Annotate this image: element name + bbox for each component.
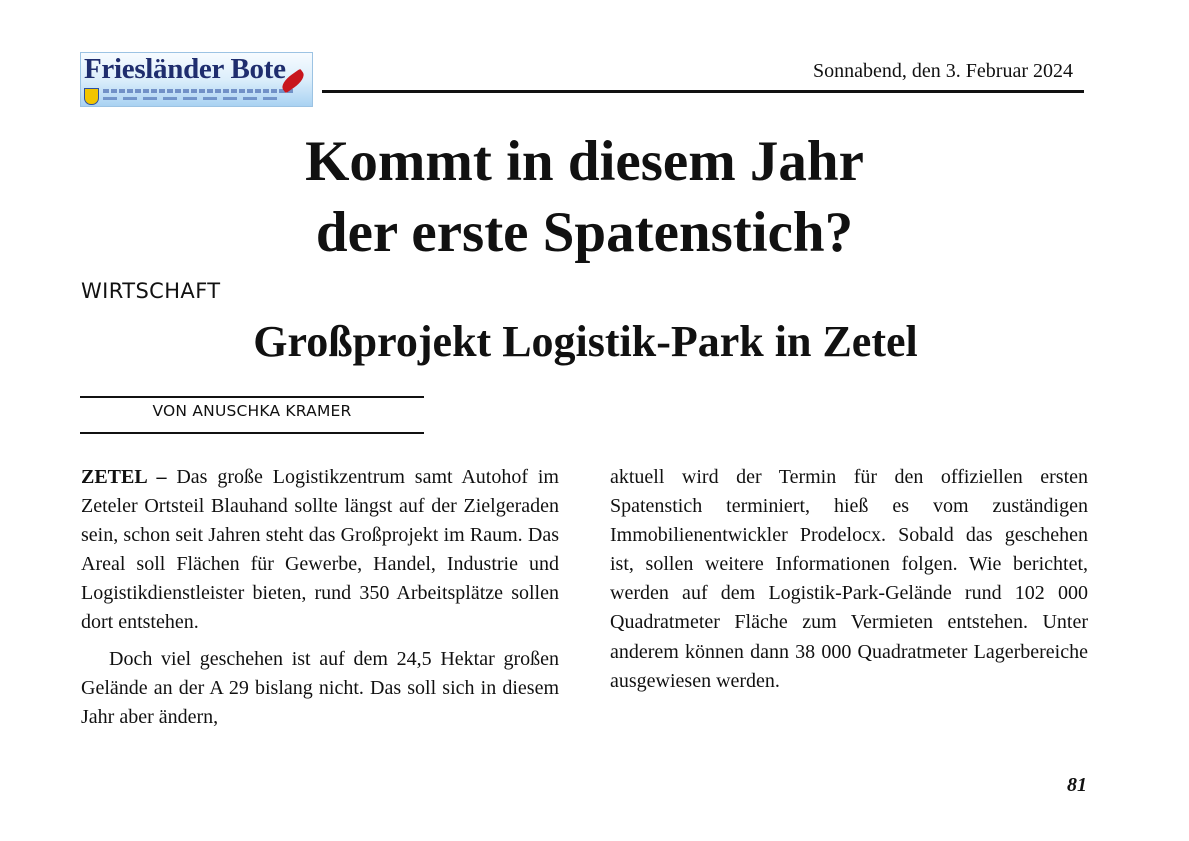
- section-rubric: WIRTSCHAFT: [81, 279, 221, 303]
- article-column-right: [610, 463, 1088, 696]
- logo-tagline-strip: [103, 89, 293, 93]
- subheadline: Großprojekt Logistik-Park in Zetel: [253, 317, 918, 366]
- page-number: 81: [1067, 774, 1087, 796]
- byline-rule-top: [80, 396, 424, 398]
- headline-line-1: Kommt in diesem Jahr: [305, 130, 864, 193]
- issue-date: Sonnabend, den 3. Februar 2024: [813, 60, 1073, 82]
- paragraph-1-text: Das große Logistikzentrum samt Autohof im Zeteler Ortsteil Blauhand sollte längst auf der Zielgeraden sein, schon seit Jahren steht das Großprojekt im Raum. Das Areal soll Flächen für Gewerbe, Handel, Industrie und Logistikdienstleister bieten, rund 350 Arbeitsplätze sollen dort entstehen.: [81, 466, 559, 634]
- logo-contact-strip: [103, 97, 278, 100]
- headline-line-2: der erste Spatenstich?: [315, 201, 854, 264]
- masthead-rule: [322, 90, 1084, 93]
- article-column-left: [81, 463, 559, 732]
- dateline: ZETEL –: [81, 466, 167, 488]
- article-paragraph-2: Doch viel geschehen ist auf dem 24,5 Hektar großen Gelände an der A 29 bislang nicht. Das soll sich in diesem Jahr aber ändern,: [81, 647, 559, 728]
- article-paragraph-1: [81, 463, 559, 638]
- newspaper-logo: [80, 52, 313, 107]
- crest-icon: [84, 88, 99, 105]
- byline-rule-bottom: [80, 432, 424, 434]
- byline: VON ANUSCHKA KRAMER: [152, 402, 352, 420]
- logo-wordmark: Friesländer Bote: [84, 53, 286, 85]
- headline: [0, 126, 1169, 268]
- article-paragraph-3: aktuell wird der Termin für den offiziellen ersten Spatenstich terminiert, hieß es vom zuständigen Immobilienentwickler Prodelocx. Sobald das geschehen ist, sollen weitere Informationen folgen. Wie berichtet, werden auf dem Logistik-Park-Gelände rund 102 000 Quadratmeter Fläche zum Vermieten entstehen. Unter anderem können dann 38 000 Quadratmeter Lagerbereiche ausgewiesen werden.: [610, 466, 1088, 692]
